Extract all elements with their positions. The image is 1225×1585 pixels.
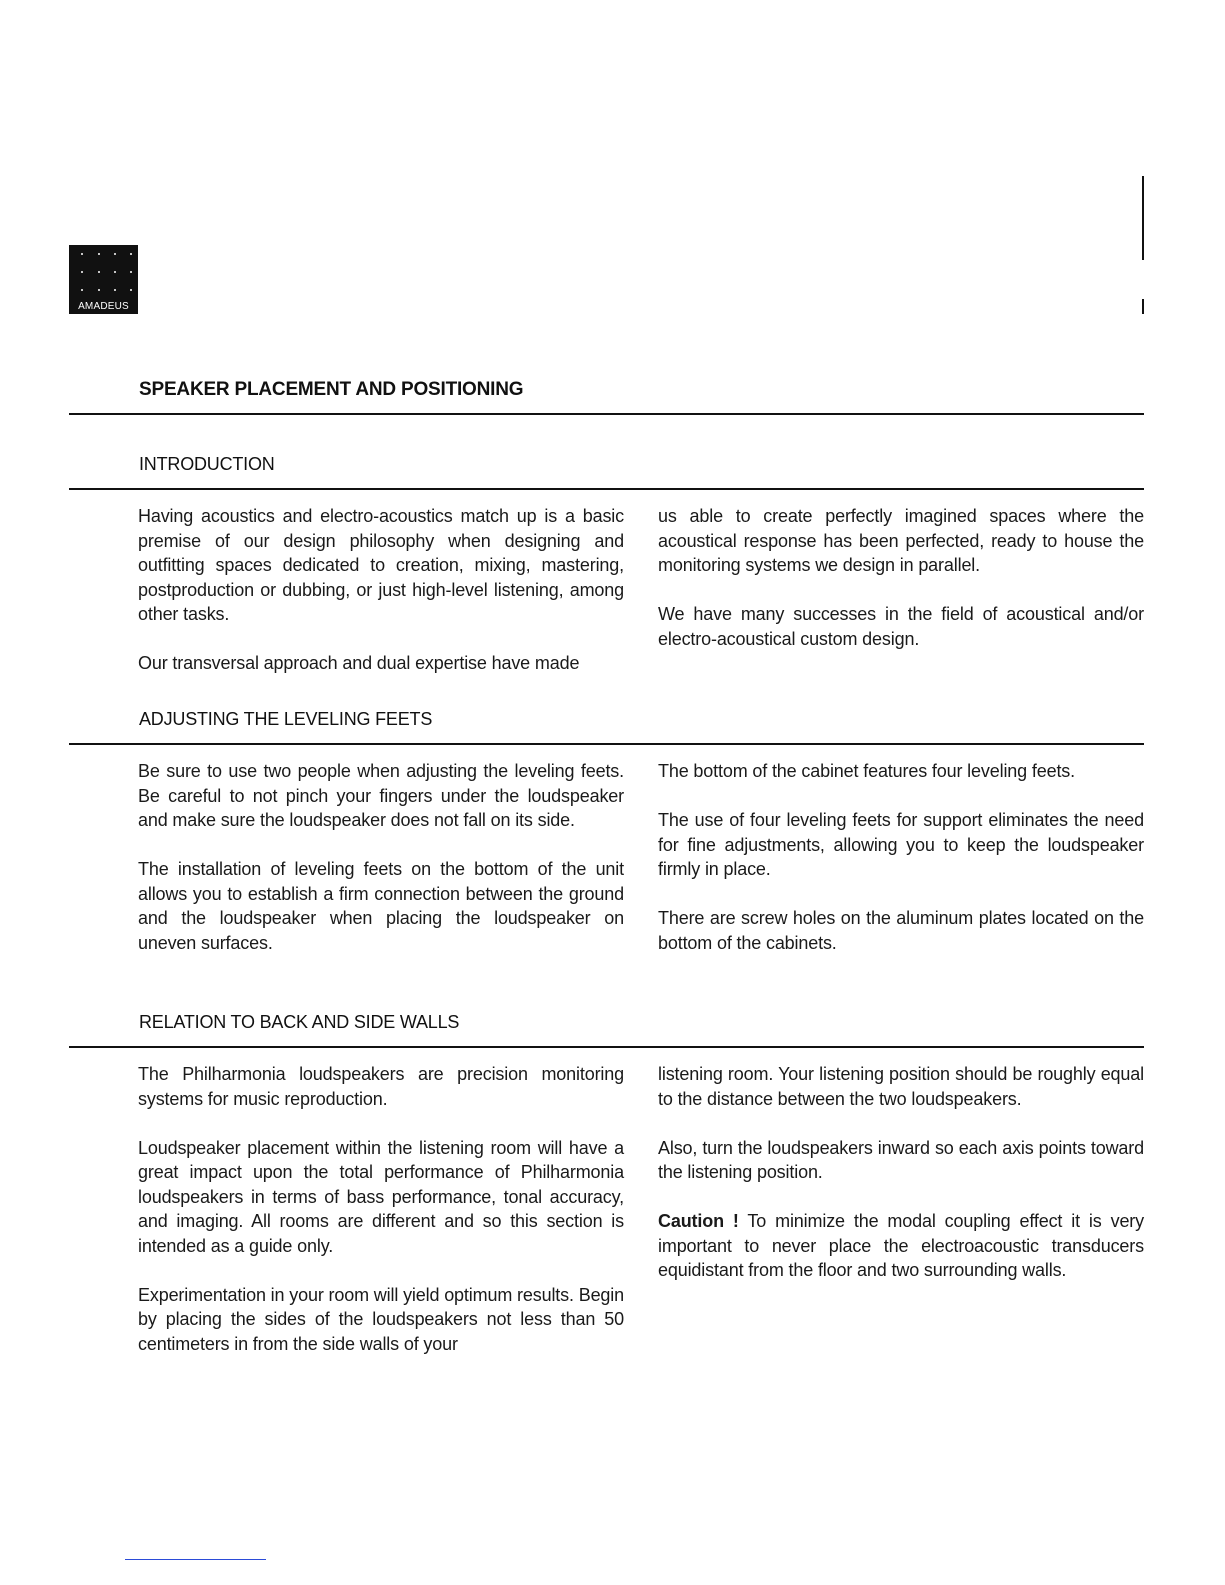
- paragraph: Our transversal approach and dual expertise have made: [138, 653, 580, 673]
- section-heading-introduction: INTRODUCTION: [139, 454, 275, 474]
- section-heading-back-side-walls: RELATION TO BACK AND SIDE WALLS: [139, 1012, 460, 1032]
- paragraph: Experimentation in your room will yield optimum results. Begin by placing the sides of the loudspeakers not less than 50 centimeters in from the side walls of your: [138, 1284, 624, 1354]
- section-divider: [69, 1046, 1144, 1048]
- section-divider: [69, 488, 1144, 490]
- introduction-left-column: [138, 504, 624, 676]
- page-title: SPEAKER PLACEMENT AND POSITIONING: [139, 379, 524, 400]
- footer-link-underline[interactable]: [125, 1559, 266, 1560]
- paragraph: The use of four leveling feets for support eliminates the need for fine adjustments, allowing you to keep the loudspeaker firmly in place.: [658, 810, 1144, 879]
- caution-paragraph: [658, 1209, 1144, 1283]
- margin-marker: [1142, 176, 1144, 260]
- introduction-right-column: [658, 504, 1144, 651]
- paragraph: The bottom of the cabinet features four leveling feets.: [658, 761, 1076, 781]
- caution-label: Caution !: [658, 1211, 739, 1231]
- logo-brand-text: AMADEUS: [78, 301, 129, 312]
- amadeus-logo: [69, 245, 138, 314]
- leveling-feets-left-column: [138, 759, 624, 955]
- caution-text: To minimize the modal coupling effect it is very important to never place the electroacoustic transducers equidistant from the floor and two surrounding walls.: [658, 1211, 1145, 1280]
- walls-right-column: [658, 1062, 1144, 1283]
- margin-marker: [1142, 299, 1144, 314]
- paragraph: We have many successes in the field of acoustical and/or electro-acoustical custom design.: [658, 604, 1144, 649]
- paragraph: Also, turn the loudspeakers inward so each axis points toward the listening position.: [658, 1137, 1144, 1182]
- paragraph: Having acoustics and electro-acoustics match up is a basic premise of our design philosophy when designing and outfitting spaces dedicated to creation, mixing, mastering, postproduction or dubbing, or just high-level listening, among other tasks.: [138, 506, 624, 624]
- paragraph: The installation of leveling feets on the bottom of the unit allows you to establish a firm connection between the ground and the loudspeaker when placing the loudspeaker on uneven surfaces.: [138, 859, 624, 953]
- walls-left-column: [138, 1062, 624, 1356]
- paragraph: listening room. Your listening position should be roughly equal to the distance between the two loudspeakers.: [658, 1064, 1144, 1109]
- paragraph: us able to create perfectly imagined spaces where the acoustical response has been perfected, ready to house the monitoring systems we design in parallel.: [658, 506, 1144, 575]
- leveling-feets-right-column: [658, 759, 1144, 955]
- paragraph: Loudspeaker placement within the listening room will have a great impact upon the total performance of Philharmonia loudspeakers in terms of bass performance, tonal accuracy, and imaging. All rooms are different and so this section is intended as a guide only.: [138, 1137, 624, 1256]
- section-divider: [69, 743, 1144, 745]
- paragraph: Be sure to use two people when adjusting the leveling feets. Be careful to not pinch your fingers under the loudspeaker and make sure the loudspeaker does not fall on its side.: [138, 761, 624, 830]
- paragraph: There are screw holes on the aluminum plates located on the bottom of the cabinets.: [658, 908, 1144, 953]
- title-divider: [69, 413, 1144, 415]
- paragraph: The Philharmonia loudspeakers are precision monitoring systems for music reproduction.: [138, 1064, 624, 1109]
- section-heading-leveling-feets: ADJUSTING THE LEVELING FEETS: [139, 709, 433, 729]
